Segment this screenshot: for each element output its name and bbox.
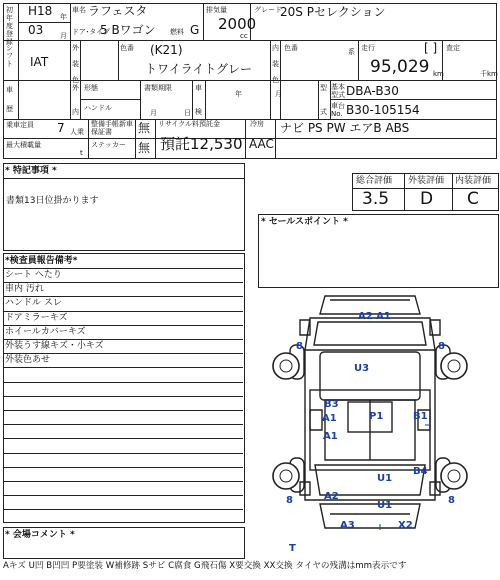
note-row-line bbox=[3, 339, 243, 340]
mark-tire-fl: 8 bbox=[296, 341, 303, 352]
mark-b1: B1 bbox=[413, 411, 428, 422]
capacity: 7 bbox=[57, 121, 65, 135]
appraisal-label: 査定 bbox=[446, 44, 460, 52]
door-type-label: ドア･タイプ bbox=[72, 28, 110, 36]
mark-a2-bottom: A2 bbox=[324, 491, 339, 502]
base-model-label: 基本型式 bbox=[331, 83, 345, 99]
reg-month: 月 bbox=[150, 109, 157, 117]
model-year-num: 03 bbox=[28, 23, 44, 37]
reg-day: 日 bbox=[184, 109, 191, 117]
mark-b3: B3 bbox=[324, 399, 339, 410]
special-notes-title: * 特記事項 * bbox=[5, 166, 57, 176]
exterior-score: D bbox=[420, 189, 434, 209]
mark-x2: X2 bbox=[398, 520, 413, 531]
mark-p1: P1 bbox=[369, 411, 384, 422]
inspector-note: 車内 汚れ bbox=[5, 284, 44, 295]
year-label: 年 bbox=[60, 13, 67, 21]
handle-label: ハンドル bbox=[84, 104, 112, 112]
kei-label: 系 bbox=[348, 48, 355, 56]
note-row-line bbox=[3, 424, 243, 425]
car-name-label: 車名 bbox=[72, 6, 86, 14]
usage-label: 型 式 bbox=[320, 84, 327, 116]
displacement-label: 排気量 bbox=[206, 6, 227, 14]
mark-t: T bbox=[289, 543, 296, 552]
door-type: 5 Bワゴン bbox=[100, 23, 156, 37]
note-row-line bbox=[3, 268, 243, 269]
mark-u1-bottom: U1 bbox=[377, 500, 393, 511]
note-row-line bbox=[3, 481, 243, 482]
mark-b4: B4 bbox=[413, 466, 428, 477]
shift-value: IAT bbox=[30, 55, 49, 69]
aircon: AAC bbox=[249, 137, 274, 151]
mark-u3: U3 bbox=[354, 363, 370, 374]
mileage: 95,029 bbox=[370, 57, 430, 77]
equipment: ナビ PS PW エアB ABS bbox=[280, 121, 410, 135]
km-unit: km bbox=[433, 70, 444, 78]
mark-a2-a1-top: A2 A1 bbox=[358, 311, 391, 322]
inner-label: 内 装 色 bbox=[272, 44, 279, 84]
mark-tire-rr: 8 bbox=[448, 495, 455, 506]
special-notes-text: 書類13日位掛かります bbox=[6, 196, 99, 206]
car-history-label: 初 年 度 登 録 bbox=[6, 6, 13, 46]
capacity-unit: 人乗 bbox=[70, 128, 84, 136]
car-damage-diagram bbox=[270, 290, 470, 552]
inspector-note: 外装うす線キズ・小キズ bbox=[5, 341, 104, 351]
mark-a1-left-2: A1 bbox=[323, 431, 338, 442]
note-row-line bbox=[3, 396, 243, 397]
mark-tire-fr: 8 bbox=[438, 341, 445, 352]
recycle-value: 預託12,530 bbox=[160, 135, 243, 153]
overall-score: 3.5 bbox=[362, 189, 390, 209]
outer-label: 外 装 色 bbox=[72, 44, 79, 84]
inspector-notes-title: *検査員報告備考* bbox=[5, 256, 78, 266]
color-label: 色番 bbox=[120, 44, 134, 52]
fuel: G bbox=[190, 23, 200, 37]
max-load-label: 最大積載量 bbox=[6, 141, 41, 149]
interior-color-label: 色番 bbox=[284, 44, 298, 52]
note-row-line bbox=[3, 367, 243, 368]
car-name: ラフェスタ bbox=[88, 4, 148, 18]
note-row-line bbox=[3, 311, 243, 312]
mileage-label: 走行 bbox=[361, 44, 375, 52]
inspector-note: ホイールカバーキズ bbox=[5, 326, 86, 337]
shape-label: 形態 bbox=[84, 84, 98, 92]
note-row-line bbox=[3, 509, 243, 510]
mark-a1-left-1: A1 bbox=[322, 413, 337, 424]
outer-label-2: 外 内 bbox=[72, 84, 79, 116]
mark-a3: A3 bbox=[340, 520, 355, 531]
chassis: B30-105154 bbox=[346, 103, 420, 117]
kkm-unit: 千km bbox=[480, 70, 498, 78]
mark-u1-mid: U1 bbox=[377, 473, 393, 484]
month-label: 月 bbox=[60, 32, 67, 40]
sticker-value: 無 bbox=[138, 141, 151, 155]
history-side-label: 歴 bbox=[6, 105, 13, 113]
note-row-line bbox=[3, 467, 243, 468]
interior-label: 内装評価 bbox=[455, 176, 492, 186]
inspection-year: 年 bbox=[235, 90, 242, 98]
car-check-label: 車 検 bbox=[195, 84, 202, 116]
interior-score: C bbox=[467, 189, 479, 209]
color-code: (K21) bbox=[150, 43, 183, 57]
shift-label: シフト bbox=[6, 44, 13, 68]
note-row-line bbox=[3, 453, 243, 454]
legend: Aキズ U凹 B凹凹 P要塗装 W補修跡 Sサビ C腐食 G飛石傷 X要交換 XX交換 タイヤの残溝はmm表示です bbox=[3, 561, 407, 571]
venue-comment-title: * 会場コメント * bbox=[5, 530, 75, 540]
sticker-label: ステッカー bbox=[91, 141, 126, 149]
fuel-label: 燃料 bbox=[170, 28, 184, 36]
chassis-label: 車台No. bbox=[331, 102, 345, 118]
cc-unit: cc bbox=[240, 32, 248, 40]
mileage-bracket: [ ] bbox=[424, 41, 438, 55]
note-row-line bbox=[3, 410, 243, 411]
inspection-month: 月 bbox=[275, 90, 282, 98]
warranty-value: 無 bbox=[138, 121, 151, 135]
exterior-label: 外装評価 bbox=[408, 176, 445, 186]
inspector-note: シート へたり bbox=[5, 270, 62, 280]
sales-points-title: * セールスポイント * bbox=[261, 217, 348, 227]
grade: 20S Pセレクション bbox=[280, 5, 386, 19]
capacity-label: 乗車定員 bbox=[6, 121, 34, 129]
inspector-note: ハンドル スレ bbox=[5, 298, 62, 309]
max-load-unit: t bbox=[80, 149, 83, 157]
displacement: 2000 bbox=[218, 15, 257, 33]
car-side-label: 車 bbox=[6, 86, 13, 94]
note-row-line bbox=[3, 382, 243, 383]
note-row-line bbox=[3, 438, 243, 439]
note-row-line bbox=[3, 495, 243, 496]
warranty-label: 整備手帳新車保証書 bbox=[91, 120, 133, 136]
base-model: DBA-B30 bbox=[346, 84, 399, 98]
mark-tire-rl: 8 bbox=[286, 495, 293, 506]
inspector-note: ドアミラーキズ bbox=[5, 312, 68, 323]
recycle-label: リサイクル料預託金 bbox=[158, 120, 221, 128]
inspector-note: 外装色あせ bbox=[5, 355, 51, 366]
reg-date-label: 書類期限 bbox=[144, 84, 172, 92]
note-row-line bbox=[3, 325, 243, 326]
color-name: トワイライトグレー bbox=[145, 62, 253, 76]
year-era: H18 bbox=[28, 4, 53, 18]
special-notes-box bbox=[3, 163, 245, 251]
grade-label: グレード bbox=[254, 6, 282, 14]
aircon-label: 冷房 bbox=[250, 120, 264, 128]
overall-label: 総合評価 bbox=[356, 176, 393, 186]
